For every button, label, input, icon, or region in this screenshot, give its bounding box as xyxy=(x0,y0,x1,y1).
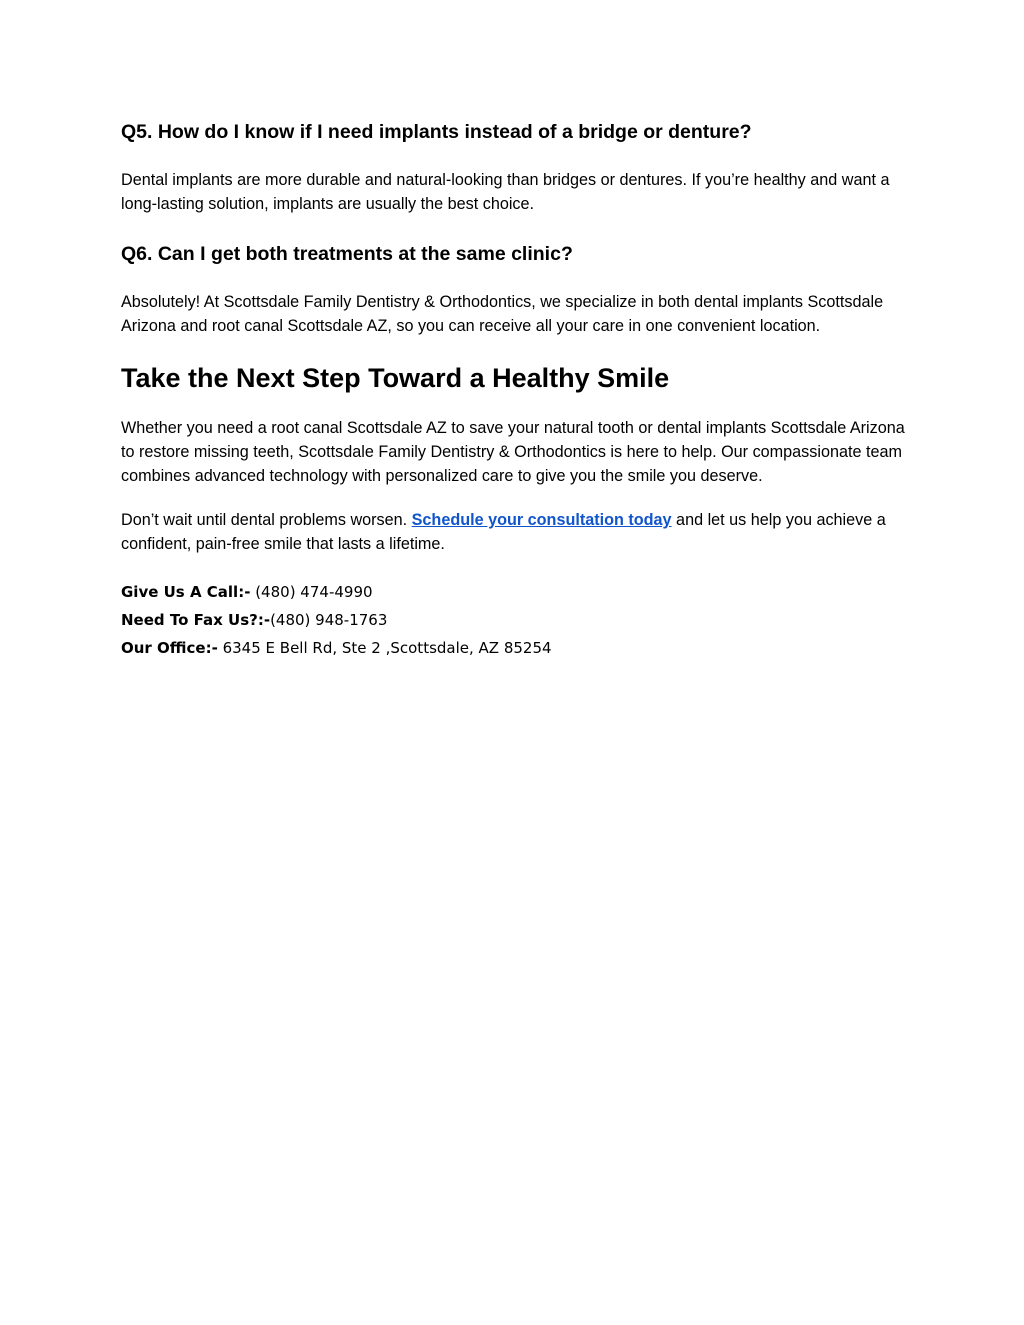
faq-answer-q6: Absolutely! At Scottsdale Family Dentistry & Orthodontics, we specialize in both dental implants Scottsdale Arizona and root canal Scottsdale AZ, so you can receive all your care in one convenient location. xyxy=(121,293,884,335)
next-step-paragraph: Whether you need a root canal Scottsdale AZ to save your natural tooth or dental implants Scottsdale Arizona to restore missing teeth, Scottsdale Family Dentistry & Orthodontics is here to help. Our compassionate team combines advanced technology with personalized care to give you the smile you deserve. xyxy=(121,419,905,485)
section-title: Take the Next Step Toward a Healthy Smile xyxy=(121,363,670,393)
office-label: Our Office:- xyxy=(121,639,218,657)
fax-number: (480) 948-1763 xyxy=(270,611,388,629)
faq-question-q6: Q6. Can I get both treatments at the same clinic? xyxy=(121,243,573,265)
faq-answer-q5: Dental implants are more durable and natural-looking than bridges or dentures. If you’re healthy and want a long-lasting solution, implants are usually the best choice. xyxy=(121,171,890,213)
fax-label: Need To Fax Us?:- xyxy=(121,611,271,629)
cta-text-after: and let us help you achieve a confident, pain-free smile that lasts a lifetime. xyxy=(121,511,886,553)
office-address: 6345 E Bell Rd, Ste 2 ,Scottsdale, AZ 85254 xyxy=(217,639,552,657)
phone-number: (480) 474-4990 xyxy=(250,583,373,601)
call-to-action-paragraph xyxy=(121,508,911,556)
contact-info xyxy=(121,578,911,662)
phone-label: Give Us A Call:- xyxy=(121,583,251,601)
schedule-consultation-link[interactable]: Schedule your consultation today xyxy=(411,511,672,529)
contact-fax xyxy=(121,606,911,634)
cta-text-before: Don’t wait until dental problems worsen. xyxy=(121,511,412,529)
document-page xyxy=(121,118,911,662)
contact-phone xyxy=(121,578,911,606)
contact-office xyxy=(121,634,911,662)
faq-question-q5: Q5. How do I know if I need implants instead of a bridge or denture? xyxy=(121,121,752,143)
